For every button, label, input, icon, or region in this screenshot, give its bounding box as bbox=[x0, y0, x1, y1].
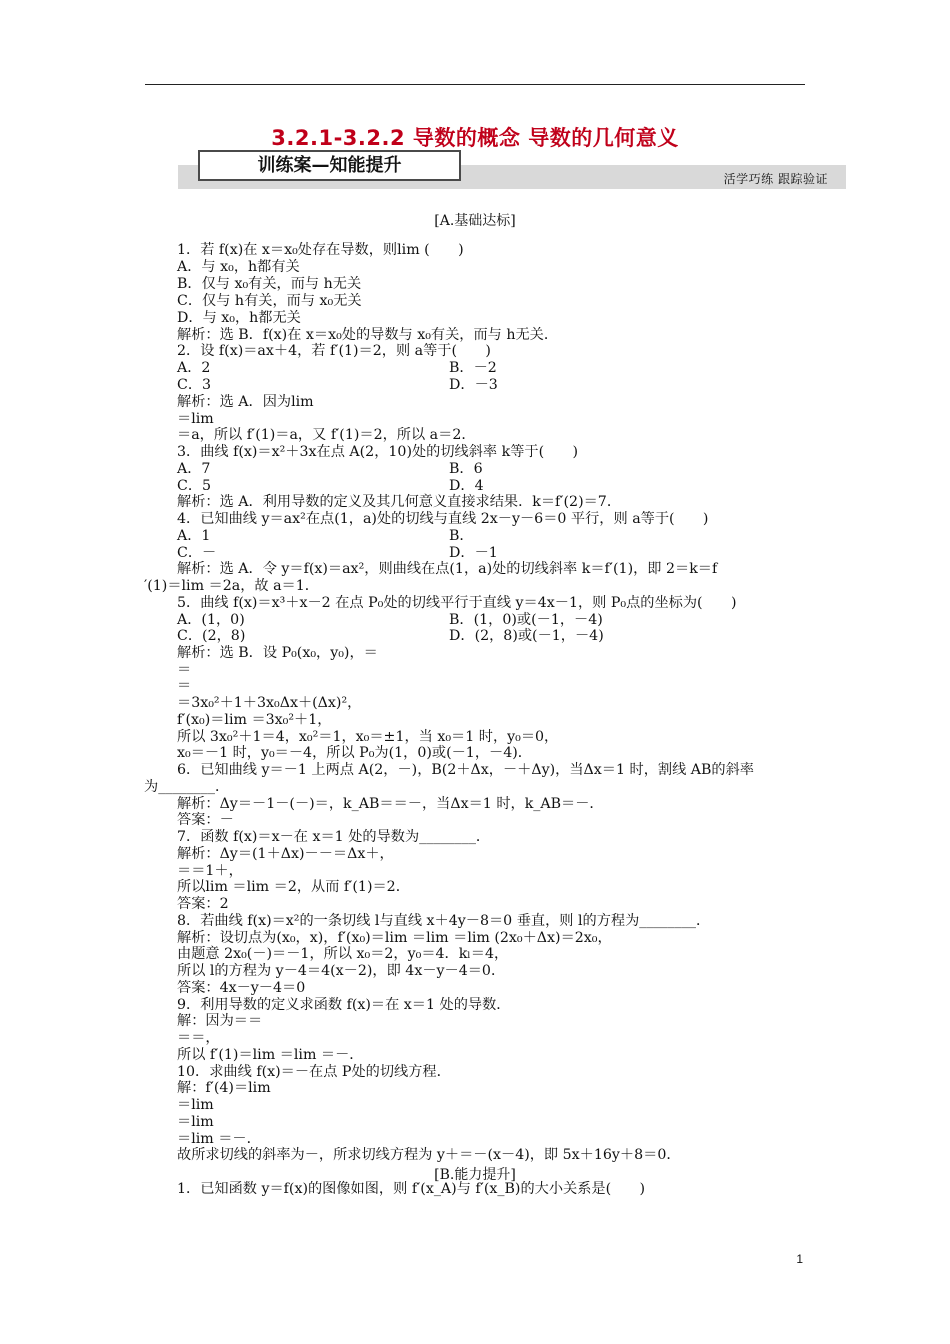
text-line: 4．已知曲线 y＝ax²在点(1，a)处的切线与直线 2x－y－6＝0 平行，则 a等于( ) bbox=[177, 511, 709, 527]
text-line: B． bbox=[449, 528, 474, 544]
text-line: ＝3x₀²＋1＋3x₀Δx＋(Δx)²， bbox=[177, 695, 362, 711]
text-line: 5．曲线 f(x)＝x³＋x－2 在点 P₀处的切线平行于直线 y＝4x－1，则 P₀点的坐标为( ) bbox=[177, 595, 737, 611]
text-line: 解析：选 A．利用导数的定义及其几何意义直接求结果．k＝f′(2)＝7． bbox=[177, 494, 622, 510]
text-line: C．5 bbox=[177, 478, 212, 494]
text-line: 解析：选 A．因为lim bbox=[177, 394, 314, 410]
text-line: 故所求切线的斜率为－，所求切线方程为 y＋＝－(x－4)，即 5x＋16y＋8＝0． bbox=[177, 1147, 681, 1163]
banner-tagline: 活学巧练 跟踪验证 bbox=[723, 172, 828, 186]
text-line: 所以 f′(1)＝lim ＝lim ＝－． bbox=[177, 1047, 364, 1063]
text-line: ＝ bbox=[177, 678, 192, 694]
text-line: A．7 bbox=[177, 461, 211, 477]
text-line: A．(1，0) bbox=[177, 612, 245, 628]
text-line: 解：因为＝＝ bbox=[177, 1013, 263, 1029]
text-line: D．－1 bbox=[449, 545, 498, 561]
text-line: 由题意 2x₀(－)＝－1，所以 x₀＝2，y₀＝4．kₗ＝4， bbox=[177, 946, 509, 962]
text-line: 为________． bbox=[144, 779, 230, 795]
text-line: D．与 x₀，h都无关 bbox=[177, 310, 301, 326]
text-line: C．3 bbox=[177, 377, 212, 393]
text-line: B．(1，0)或(－1，－4) bbox=[449, 612, 603, 628]
text-line: B．－2 bbox=[449, 360, 497, 376]
text-line: 解：f′(4)＝lim bbox=[177, 1080, 271, 1096]
text-line: ＝＝， bbox=[177, 1030, 220, 1046]
text-line: D．(2，8)或(－1，－4) bbox=[449, 628, 604, 644]
text-line: 解析：Δy＝(1＋Δx)－－＝Δx＋， bbox=[177, 846, 394, 862]
text-line: x₀＝－1 时，y₀＝－4，所以 P₀为(1，0)或(－1，－4)． bbox=[177, 745, 532, 761]
text-line: 所以lim ＝lim ＝2，从而 f′(1)＝2． bbox=[177, 879, 410, 895]
text-line: C．(2，8) bbox=[177, 628, 246, 644]
text-line: B．仅与 x₀有关，而与 h无关 bbox=[177, 276, 362, 292]
text-line: D．－3 bbox=[449, 377, 498, 393]
text-line: 解析：Δy＝－1－(－)＝，k_AB＝＝－，当Δx＝1 时，k_AB＝－． bbox=[177, 796, 604, 812]
text-line: 解析：选 B．f(x)在 x＝x₀处的导数与 x₀有关，而与 h无关． bbox=[177, 327, 559, 343]
text-line: ＝lim bbox=[177, 1097, 214, 1113]
text-line: B．6 bbox=[449, 461, 483, 477]
text-line: 所以 l的方程为 y－4＝4(x－2)，即 4x－y－4＝0． bbox=[177, 963, 506, 979]
text-line: 9．利用导数的定义求函数 f(x)＝在 x＝1 处的导数． bbox=[177, 997, 511, 1013]
text-line: 1．已知函数 y＝f(x)的图像如图，则 f′(x_A)与 f′(x_B)的大小关系是( ) bbox=[177, 1181, 646, 1197]
text-line: A．2 bbox=[177, 360, 211, 376]
banner-label-box: 训练案—知能提升 bbox=[198, 150, 461, 181]
text-line: A．与 x₀，h都有关 bbox=[177, 259, 300, 275]
page-title: 3.2.1-3.2.2 导数的概念 导数的几何意义 bbox=[271, 126, 679, 150]
text-line: C．仅与 h有关，而与 x₀无关 bbox=[177, 293, 362, 309]
text-line: ＝lim bbox=[177, 411, 214, 427]
text-line: 解析：选 A．令 y＝f(x)＝ax²，则曲线在点(1，a)处的切线斜率 k＝f′(1)，即 2＝k＝f bbox=[177, 561, 718, 577]
text-line: 8．若曲线 f(x)＝x²的一条切线 l与直线 x＋4y－8＝0 垂直，则 l的方程为________． bbox=[177, 913, 711, 929]
text-line: 解析：选 B．设 P₀(x₀，y₀)，＝ bbox=[177, 645, 378, 661]
text-line: 答案：4x－y－4＝0 bbox=[177, 980, 306, 996]
text-line: ＝ bbox=[177, 662, 192, 678]
text-line: ′(1)＝lim ＝2a，故 a＝1． bbox=[144, 578, 319, 594]
text-line: f′(x₀)＝lim ＝3x₀²＋1， bbox=[177, 712, 332, 728]
text-line: ＝a，所以 f′(1)＝a，又 f′(1)＝2，所以 a＝2． bbox=[177, 427, 476, 443]
text-line: 答案：－ bbox=[177, 812, 234, 828]
text-line: 1．若 f(x)在 x＝x₀处存在导数，则lim ( ) bbox=[177, 242, 464, 258]
section-b-heading: [B.能力提升] bbox=[434, 1167, 516, 1183]
text-line: A．1 bbox=[177, 528, 211, 544]
text-line: 答案：2 bbox=[177, 896, 229, 912]
text-line: D．4 bbox=[449, 478, 484, 494]
text-line: 所以 3x₀²＋1＝4，x₀²＝1，x₀＝±1，当 x₀＝1 时，y₀＝0， bbox=[177, 729, 559, 745]
text-line: ＝lim bbox=[177, 1114, 214, 1130]
text-line: 6．已知曲线 y＝－1 上两点 A(2，－)，B(2＋Δx，－＋Δy)，当Δx＝1 时，割线 AB的斜率 bbox=[177, 762, 754, 778]
text-line: ＝＝1＋， bbox=[177, 863, 243, 879]
text-line: 解析：设切点为(x₀，x)，f′(x₀)＝lim ＝lim ＝lim (2x₀＋Δx)＝2x₀， bbox=[177, 930, 612, 946]
text-line: ＝lim ＝－． bbox=[177, 1131, 261, 1147]
section-a-heading: [A.基础达标] bbox=[434, 213, 516, 229]
text-line: C．－ bbox=[177, 545, 217, 561]
text-line: 3．曲线 f(x)＝x²＋3x在点 A(2，10)处的切线斜率 k等于( ) bbox=[177, 444, 579, 460]
text-line: 10．求曲线 f(x)＝－在点 P处的切线方程． bbox=[177, 1064, 451, 1080]
page-number: 1 bbox=[796, 1252, 803, 1266]
text-line: 2．设 f(x)＝ax＋4，若 f′(1)＝2，则 a等于( ) bbox=[177, 343, 491, 359]
text-line: 7．函数 f(x)＝x－在 x＝1 处的导数为________． bbox=[177, 829, 491, 845]
